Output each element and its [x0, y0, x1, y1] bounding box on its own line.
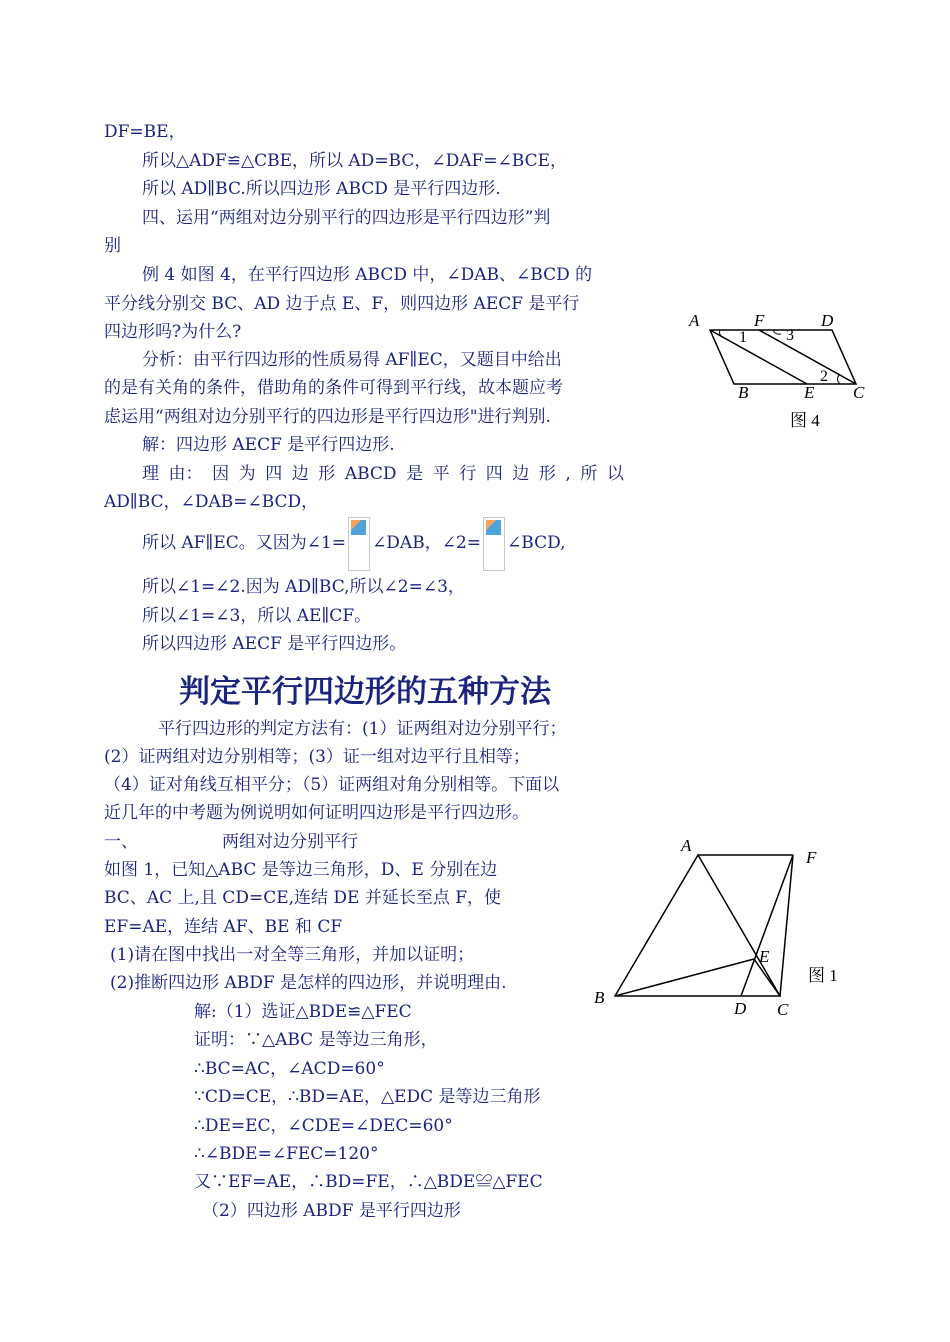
- text-line: 近几年的中考题为例说明如何证明四边形是平行四边形。: [104, 803, 529, 823]
- figure-1-caption: 图 1: [808, 966, 838, 985]
- text-line: 别: [104, 236, 121, 256]
- proof-line: （2）四边形 ABDF 是平行四边形: [202, 1201, 461, 1221]
- analysis-line: 分析：由平行四边形的性质易得 AF∥EC，又题目中给出: [142, 350, 562, 370]
- proof-line: ∴BC=AC，∠ACD=60°: [194, 1059, 385, 1079]
- text-line: 的是有关角的条件，借助角的条件可得到平行线，故本题应考: [104, 378, 563, 398]
- method-heading: 一、 两组对边分别平行: [104, 832, 358, 852]
- text-line: 如图 1，已知△ABC 是等边三角形，D、E 分别在边: [104, 860, 498, 880]
- text-line: BC、AC 上,且 CD=CE,连结 DE 并延长至点 F，使: [104, 888, 502, 908]
- label-C: C: [777, 1000, 789, 1019]
- figure-4: [680, 308, 870, 438]
- section-title: 判定平行四边形的五种方法: [179, 674, 551, 710]
- proof-line: 证明：∵△ABC 是等边三角形，: [194, 1030, 438, 1050]
- label-B: B: [738, 383, 749, 402]
- angle-1-label: 1: [739, 329, 747, 346]
- text-line: AD∥BC，∠DAB=∠BCD，: [104, 492, 319, 512]
- text-line: DF=BE，: [104, 122, 186, 142]
- label-F: F: [754, 311, 765, 330]
- proof-line: ∴∠BDE=∠FEC=120°: [194, 1144, 379, 1164]
- proof-line: 又∵EF=AE，∴BD=FE，∴△BDE≌△FEC: [194, 1172, 543, 1192]
- text-line: 所以 AD∥BC.所以四边形 ABCD 是平行四边形.: [142, 179, 501, 199]
- example-4-line: 例 4 如图 4，在平行四边形 ABCD 中，∠DAB、∠BCD 的: [142, 265, 593, 285]
- label-D: D: [734, 999, 747, 1018]
- label-E: E: [804, 383, 815, 402]
- broken-image-icon: [483, 517, 505, 571]
- figure-4-caption: 图 4: [790, 411, 820, 430]
- label-A: A: [681, 836, 692, 855]
- broken-image-icon: [348, 517, 370, 571]
- section-heading-4: 四、运用“两组对边分别平行的四边形是平行四边形”判: [142, 208, 551, 228]
- proof-line: 解:（1）选证△BDE≌△FEC: [194, 1002, 412, 1022]
- label-C: C: [853, 383, 865, 402]
- text-line: 所以∠1=∠2.因为 AD∥BC,所以∠2=∠3，: [142, 577, 465, 597]
- label-F: F: [806, 848, 817, 867]
- label-E: E: [759, 947, 770, 966]
- question-1: (1)请在图中找出一对全等三角形，并加以证明；: [110, 945, 475, 965]
- text-line: EF=AE，连结 AF、BE 和 CF: [104, 917, 343, 937]
- label-A: A: [689, 311, 700, 330]
- proof-line: ∵CD=CE，∴BD=AE，△EDC 是等边三角形: [194, 1087, 541, 1107]
- text-line: 所以∠1=∠3，所以 AE∥CF。: [142, 606, 372, 626]
- text-line: 平行四边形的判定方法有：(1）证两组对边分别平行；: [158, 719, 567, 739]
- angle-3-label: 3: [786, 327, 794, 344]
- text-line-with-images: 所以 AF∥EC。又因为∠1= ∠DAB，∠2= ∠BCD,: [142, 515, 662, 571]
- question-2: (2)推断四边形 ABDF 是怎样的四边形，并说明理由.: [110, 973, 507, 993]
- reason-line: 理 由： 因 为 四 边 形 ABCD 是 平 行 四 边 形 , 所 以: [142, 464, 624, 484]
- text-line: 虑运用“两组对边分别平行的四边形是平行四边形"进行判别.: [104, 407, 551, 427]
- label-B: B: [594, 988, 605, 1007]
- text-line: 四边形吗?为什么?: [104, 322, 242, 342]
- text-line: 所以四边形 AECF 是平行四边形。: [142, 634, 407, 654]
- text-line: （4）证对角线互相平分；（5）证两组对角分别相等。下面以: [104, 775, 560, 795]
- text-line: (2）证两组对边分别相等；(3）证一组对边平行且相等；: [104, 747, 530, 767]
- figure-1: [588, 832, 848, 1027]
- angle-2-label: 2: [820, 368, 828, 385]
- solution-line: 解：四边形 AECF 是平行四边形.: [142, 435, 395, 455]
- proof-line: ∴DE=EC，∠CDE=∠DEC=60°: [194, 1116, 453, 1136]
- label-D: D: [821, 311, 834, 330]
- text-line: 平分线分别交 BC、AD 边于点 E、F，则四边形 AECF 是平行: [104, 294, 580, 314]
- text-line: 所以△ADF≌△CBE，所以 AD=BC，∠DAF=∠BCE，: [142, 151, 568, 171]
